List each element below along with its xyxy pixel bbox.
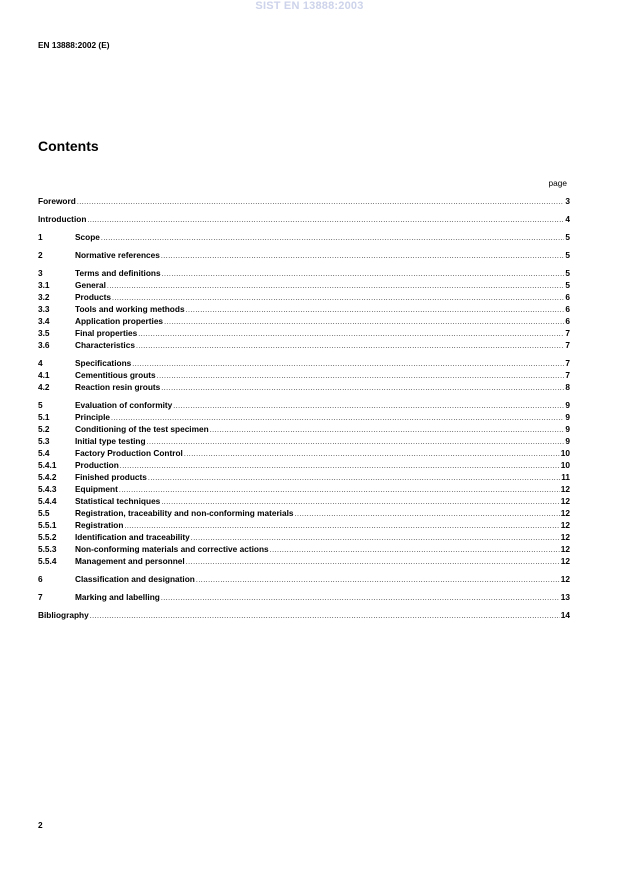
toc-entry-title: Statistical techniques [75,496,161,506]
toc-entry-page: 4 [565,214,570,224]
toc-entry[interactable] [38,327,570,339]
toc-entry-page: 7 [565,328,570,338]
toc-entry-page: 9 [565,424,570,434]
toc-entry[interactable] [38,399,570,411]
toc-entry-title: Normative references [75,250,160,260]
toc-entry-page: 10 [560,460,570,470]
toc-entry[interactable] [38,231,570,243]
toc-entry-title: Terms and definitions [75,268,161,278]
toc-leader-dots [132,359,564,371]
toc-entry[interactable] [38,609,570,621]
toc-entry-number: 4.2 [38,382,50,392]
toc-entry-page: 12 [560,556,570,566]
toc-entry-page: 7 [565,340,570,350]
toc-entry-number: 3 [38,268,43,278]
toc-entry-page: 9 [565,436,570,446]
toc-entry-page: 12 [560,508,570,518]
toc-entry[interactable] [38,381,570,393]
toc-entry[interactable] [38,357,570,369]
toc-leader-dots [161,593,560,605]
toc-entry-page: 12 [560,484,570,494]
toc-entry[interactable] [38,411,570,423]
toc-entry-number: 3.5 [38,328,50,338]
toc-entry-page: 5 [565,280,570,290]
toc-entry-number: 3.2 [38,292,50,302]
toc-entry-title: Final properties [75,328,138,338]
toc-entry[interactable] [38,435,570,447]
toc-leader-dots [119,485,560,497]
toc-entry[interactable] [38,423,570,435]
toc-entry-title: Specifications [75,358,132,368]
toc-entry-title: Production [75,460,119,470]
toc-entry-title: Products [75,292,111,302]
toc-entry-number: 5.5.4 [38,556,57,566]
toc-entry[interactable] [38,573,570,585]
toc-entry-title: Non-conforming materials and corrective actions [75,544,269,554]
toc-entry-page: 6 [565,304,570,314]
toc-entry-number: 3.6 [38,340,50,350]
toc-leader-dots [186,305,565,317]
toc-entry[interactable] [38,507,570,519]
toc-entry-number: 5.5.3 [38,544,57,554]
toc-entry-title: General [75,280,106,290]
toc-entry[interactable] [38,291,570,303]
toc-entry[interactable] [38,543,570,555]
toc-leader-dots [136,341,564,353]
toc-leader-dots [270,545,560,557]
toc-entry[interactable] [38,471,570,483]
toc-leader-dots [186,557,560,569]
toc-entry-page: 12 [560,544,570,554]
toc-entry[interactable] [38,279,570,291]
toc-entry-number: 5.2 [38,424,50,434]
toc-entry-page: 6 [565,316,570,326]
toc-entry[interactable] [38,483,570,495]
toc-entry[interactable] [38,195,570,207]
toc-entry-page: 9 [565,400,570,410]
toc-entry-page: 12 [560,520,570,530]
toc-entry-page: 12 [560,532,570,542]
toc-leader-dots [164,317,564,329]
toc-entry[interactable] [38,315,570,327]
toc-entry[interactable] [38,339,570,351]
toc-entry-title: Cementitious grouts [75,370,156,380]
toc-entry[interactable] [38,555,570,567]
toc-entry[interactable] [38,459,570,471]
toc-entry-page: 12 [560,496,570,506]
toc-entry[interactable] [38,519,570,531]
toc-entry-title: Bibliography [38,610,89,620]
toc-leader-dots [161,383,564,395]
toc-entry-number: 5 [38,400,43,410]
toc-entry[interactable] [38,531,570,543]
toc-entry-title: Introduction [38,214,87,224]
toc-entry-title: Tools and working methods [75,304,185,314]
toc-entry-number: 5.4.4 [38,496,57,506]
toc-entry-title: Finished products [75,472,147,482]
toc-leader-dots [138,329,564,341]
toc-entry-page: 7 [565,358,570,368]
toc-entry-page: 14 [560,610,570,620]
toc-entry-number: 6 [38,574,43,584]
toc-entry-page: 3 [565,196,570,206]
toc-entry-number: 5.5.1 [38,520,57,530]
toc-entry-page: 5 [565,232,570,242]
toc-entry[interactable] [38,495,570,507]
toc-leader-dots [77,197,565,209]
toc-entry-page: 9 [565,412,570,422]
toc-entry-page: 11 [561,472,570,482]
toc-entry-title: Principle [75,412,111,422]
toc-entry-page: 5 [565,268,570,278]
toc-entry-title: Evaluation of conformity [75,400,173,410]
toc-entry-title: Registration [75,520,124,530]
toc-entry[interactable] [38,267,570,279]
toc-entry-page: 8 [565,382,570,392]
toc-entry-page: 12 [560,574,570,584]
toc-entry-title: Conditioning of the test specimen [75,424,209,434]
toc-entry-page: 10 [560,448,570,458]
toc-entry[interactable] [38,369,570,381]
toc-entry-title: Foreword [38,196,76,206]
toc-entry-title: Factory Production Control [75,448,183,458]
toc-leader-dots [107,281,564,293]
toc-entry-title: Scope [75,232,100,242]
toc-entry-number: 5.1 [38,412,50,422]
toc-leader-dots [295,509,560,521]
page-column-label: page [548,178,567,188]
toc-leader-dots [196,575,560,587]
toc-entry-number: 5.4 [38,448,50,458]
toc-entry-number: 5.5 [38,508,50,518]
toc-leader-dots [157,371,565,383]
toc-entry-number: 5.4.2 [38,472,57,482]
toc-entry-number: 7 [38,592,43,602]
toc-leader-dots [162,269,565,281]
toc-entry-number: 3.4 [38,316,50,326]
toc-entry[interactable] [38,249,570,261]
toc-leader-dots [210,425,565,437]
toc-entry-title: Registration, traceability and non-conforming materials [75,508,294,518]
document-id: EN 13888:2002 (E) [38,40,110,50]
toc-leader-dots [87,215,564,227]
toc-entry-title: Identification and traceability [75,532,190,542]
toc-entry[interactable] [38,303,570,315]
toc-leader-dots [161,251,565,263]
toc-entry-title: Equipment [75,484,118,494]
toc-entry[interactable] [38,591,570,603]
toc-entry-number: 5.4.1 [38,460,57,470]
toc-leader-dots [147,437,565,449]
toc-entry-number: 2 [38,250,43,260]
toc-entry[interactable] [38,213,570,225]
toc-entry-title: Reaction resin grouts [75,382,161,392]
toc-entry[interactable] [38,447,570,459]
toc-leader-dots [173,401,564,413]
watermark: SIST EN 13888:2003 [255,0,364,12]
toc-entry-number: 3.3 [38,304,50,314]
toc-entry-title: Characteristics [75,340,135,350]
toc-entry-page: 6 [565,292,570,302]
toc-entry-number: 3.1 [38,280,50,290]
toc-leader-dots [184,449,560,461]
toc-entry-page: 7 [565,370,570,380]
table-of-contents [38,195,570,621]
toc-entry-title: Management and personnel [75,556,185,566]
page-number: 2 [38,820,43,830]
toc-leader-dots [148,473,560,485]
toc-entry-number: 4 [38,358,43,368]
toc-leader-dots [120,461,560,473]
toc-entry-title: Classification and designation [75,574,195,584]
toc-entry-title: Initial type testing [75,436,146,446]
toc-entry-number: 4.1 [38,370,50,380]
toc-entry-number: 5.3 [38,436,50,446]
toc-entry-page: 5 [565,250,570,260]
toc-entry-number: 5.5.2 [38,532,57,542]
toc-entry-title: Application properties [75,316,164,326]
toc-leader-dots [90,611,560,623]
toc-leader-dots [101,233,564,245]
toc-entry-title: Marking and labelling [75,592,160,602]
contents-heading: Contents [38,138,99,154]
toc-entry-page: 13 [560,592,570,602]
toc-entry-number: 5.4.3 [38,484,57,494]
toc-entry-number: 1 [38,232,43,242]
